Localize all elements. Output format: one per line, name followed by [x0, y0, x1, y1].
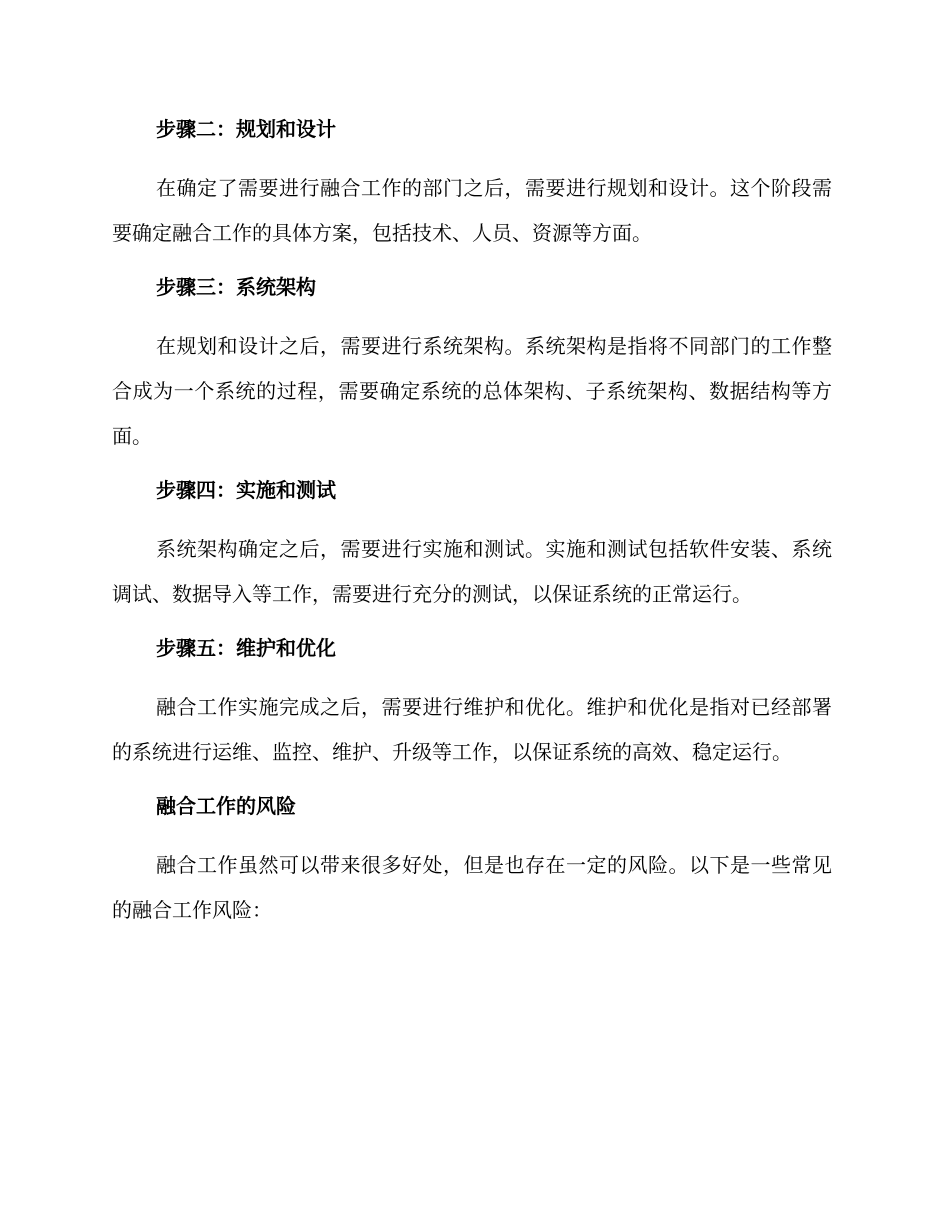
section-heading: 步骤二：规划和设计 — [156, 117, 336, 141]
section-step-2 — [112, 112, 832, 270]
section-paragraph: 在确定了需要进行融合工作的部门之后，需要进行规划和设计。这个阶段需要确定融合工作的具体方案，包括技术、人员、资源等方面。 — [112, 176, 832, 245]
section-paragraph: 在规划和设计之后，需要进行系统架构。系统架构是指将不同部门的工作整合成为一个系统的过程，需要确定系统的总体架构、子系统架构、数据结构等方面。 — [112, 334, 832, 448]
section-step-4 — [112, 473, 832, 631]
section-paragraph: 融合工作虽然可以带来很多好处，但是也存在一定的风险。以下是一些常见的融合工作风险： — [112, 853, 832, 922]
section-step-3 — [112, 270, 832, 473]
section-heading: 步骤三：系统架构 — [156, 275, 316, 299]
document-page — [112, 112, 832, 933]
section-risks — [112, 789, 832, 933]
section-heading: 融合工作的风险 — [156, 794, 296, 818]
section-paragraph: 融合工作实施完成之后，需要进行维护和优化。维护和优化是指对已经部署的系统进行运维、监控、维护、升级等工作，以保证系统的高效、稳定运行。 — [112, 695, 832, 764]
section-paragraph: 系统架构确定之后，需要进行实施和测试。实施和测试包括软件安装、系统调试、数据导入等工作，需要进行充分的测试，以保证系统的正常运行。 — [112, 537, 832, 606]
section-step-5 — [112, 631, 832, 789]
section-heading: 步骤四：实施和测试 — [156, 478, 336, 502]
section-heading: 步骤五：维护和优化 — [156, 636, 336, 660]
